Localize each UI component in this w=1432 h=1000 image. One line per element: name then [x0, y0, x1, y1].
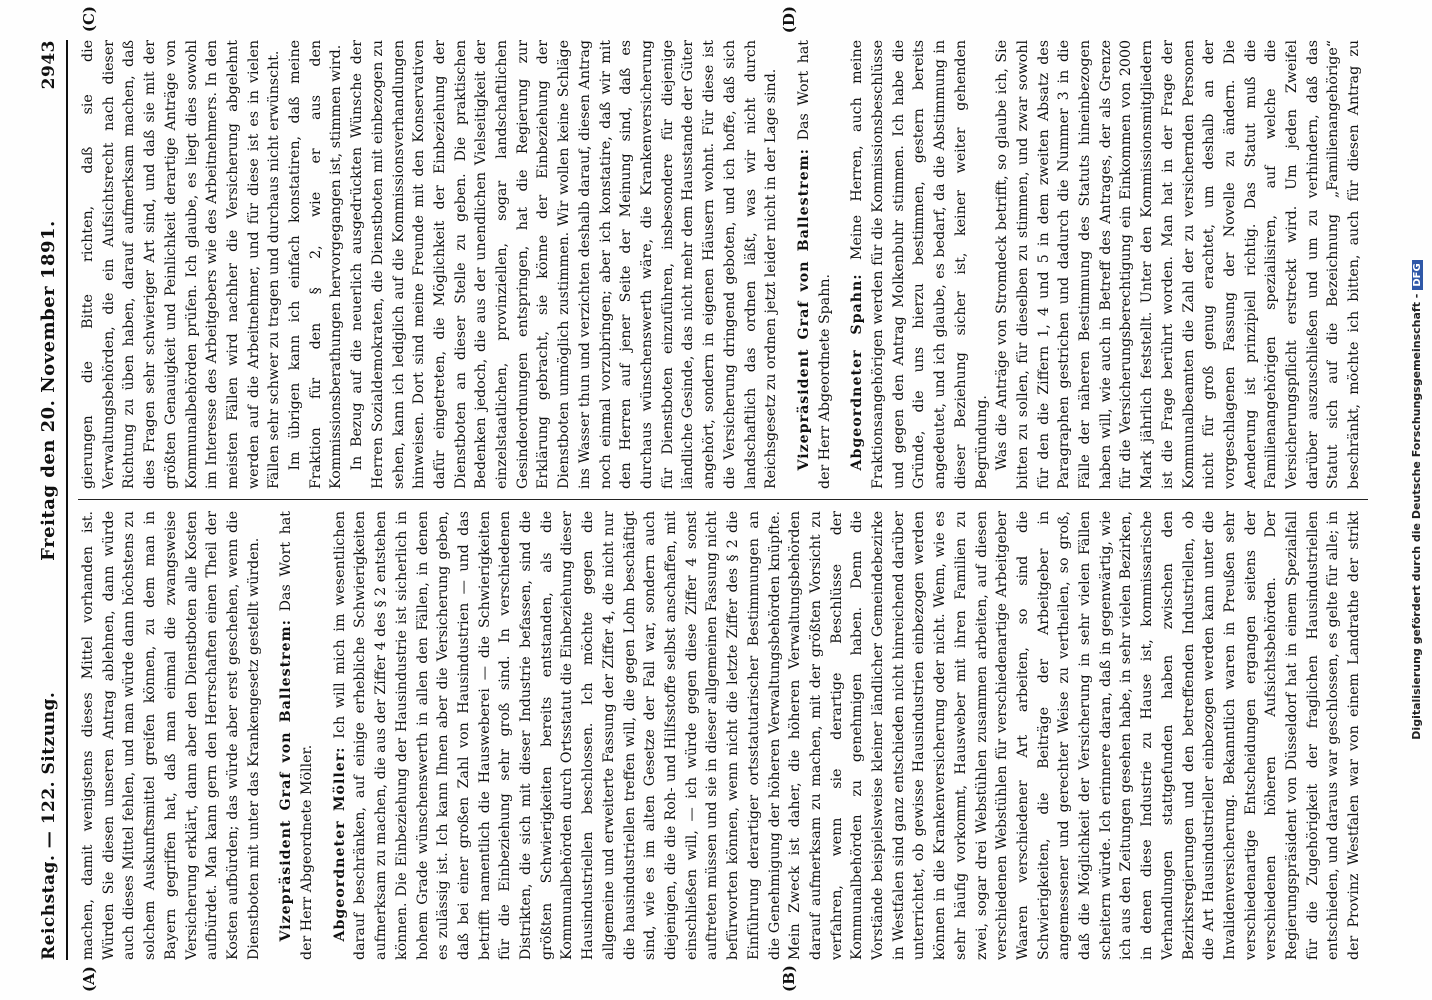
speaker-label: Vizepräsident Graf von Ballestrem: [278, 619, 295, 942]
speaker-turn [276, 511, 317, 960]
speaker-label: Vizepräsident Graf von Ballestrem: [795, 148, 812, 471]
running-head [38, 40, 68, 960]
margin-mark-b: (B) [780, 965, 798, 992]
speaker-label: Abgeordneter Spahn: [849, 273, 866, 471]
speaker-text: Das Wort hat der Herr Abgeordnete Spahn. [795, 40, 833, 489]
speaker-label: Abgeordneter Möller: [331, 746, 348, 942]
speaker-turn [330, 511, 1368, 960]
dfg-logo: DFG [1412, 260, 1423, 289]
margin-mark-d: (D) [780, 6, 798, 34]
text-columns [78, 40, 1368, 960]
speaker-text: Ich will mich im wesentlichen darauf beschränken, auf einige erhebliche Schwierigkeiten aufmerksam zu machen, die aus der Ziffer 4 des § 2 entstehen können. Die Einbeziehung der Hausindustrie ist sicherlich in hohem Grade wünschenswerth in allen den Fällen, in denen es zulässig ist. Ich kann Ihnen aber die Versicherung geben, daß bei einer großen Zahl von Hausindustrien — und das betrifft namentlich die Hausweberei — die Schwierigkeiten für die Einbeziehung sehr groß sind. In verschiedenen Distrikten, die sich mit dieser Industrie befassen, sind die größten Schwierigkeiten bereits entstanden, als die Kommunalbehörden durch Ortsstatut die Einbeziehung dieser Hausindustriellen beschlossen. Ich möchte gegen die allgemeine und erweiterte Fassung der Ziffer 4, die nicht nur die hausindustriellen treffen will, die gegen Lohn beschäftigt sind, wie es im alten Gesetze der Fall war, sondern auch diejenigen, die die Roh- und Hilfsstoffe selbst anschaffen, mit einschließen will, — ich würde gegen diese Ziffer 4 sonst auftreten müssen und sie in dieser allgemeinen Fassung nicht befürworten können, wenn nicht die letzte Ziffer des § 2 die Einführung derartiger ortsstatutarischer Bestimmungen an die Genehmigung der höheren Verwaltungsbehörden knüpfte. Mein Zweck ist daher, die höheren Verwaltungsbehörden darauf aufmerksam zu machen, mit der größten Vorsicht zu verfahren, wenn sie derartige Beschlüsse der Kommunalbehörden zu genehmigen haben. Denn die Vorstände beispielsweise kleiner ländlicher Gemeindebezirke in Westfalen sind ganz entschieden nicht hinreichend darüber unterrichtet, ob gewisse Hausindustrien einbezogen werden können in die Krankenversicherung oder nicht. Wenn, wie es sehr häufig vorkommt, Hausweber mit ihren Familien zu zwei, sogar drei Webstühlen zusammen arbeiten, auf diesen verschiedenen Webstühlen für verschiedenartige Arbeitgeber Waaren verschiedener Art arbeiten, so sind die Schwierigkeiten, die Beiträge der Arbeitgeber in angemessener und gerechter Weise zu vertheilen, so groß, daß die Möglichkeit der Versicherung in sehr vielen Fällen scheitern würde. Ich erinnere daran, daß in gegenwärtig, wie ich aus den Zeitungen gesehen habe, in sehr vielen Bezirken, in denen diese Industrie zu Hause ist, kommissarische Verhandlungen stattgefunden haben zwischen den Bezirksregierungen und den betreffenden Industriellen, ob die Art Hausindustrieller einbezogen werden kann unter die Invalidenversicherung. Bekanntlich waren in Preußen sehr verschiedenartige Entscheidungen ergangen seitens der verschiedenen höheren Aufsichtsbehörden. Der Regierungspräsident von Düsseldorf hat in einem Spezialfall für die Zugehörigkeit der fraglichen Hausindustriellen entschieden, und daraus war geschlossen, es gelte für alle; in der Provinz Westfalen war von einem Landrathe der strikt [331, 511, 1363, 960]
left-column [78, 511, 1368, 960]
paragraph: In Bezug auf die neuerlich ausgedrückten Wünsche der Herren Sozialdemokraten, die Dienstboten mit einbezogen zu sehen, kann ich lediglich auf die Kommissionsverhandlungen hinweisen. Dort sind meine Freunde mit den Konservativen dafür eingetreten, die Möglichkeit der Einbeziehung der Dienstboten an dieser Stelle zu geben. Die praktischen Bedenken jedoch, die aus der unendlichen Vielseitigkeit der einzelstaatlichen, provinziellen, sogar landschaftlichen Gesindeordnungen entspringen, hat die Regierung zur Erklärung gebracht, sie könne der Einbeziehung der Dienstboten unmöglich zustimmen. Wir wollen keine Schläge ins Wasser thun und verzichten deshalb darauf, diesen Antrag noch einmal vorzubringen; aber ich konstatire, daß wir mit den Herren auf jener Seite der Meinung sind, daß es durchaus wünschenswerth wäre, die Krankenversicherung für Dienstboten einzuführen, insbesondere für diejenige ländliche Gesinde, das nicht mehr dem Hausstande der Güter angehört, sondern in eigenen Häusern wohnt. Für diese ist die Versicherung dringend geboten, und ich hoffe, daß sich landschaftlich das ordnen läßt, was wir nicht durch Reichsgesetz zu ordnen jetzt leider nicht in der Lage sind. [349, 40, 780, 489]
margin-mark-a: (A) [80, 966, 98, 992]
paragraph: machen, damit wenigstens dieses Mittel vorhanden ist. Würden Sie diesen unseren Antrag ablehnen, dann würde auch dieses Mittel fehlen, und man würde dann höchstens zu solchem Auskunftsmittel greifen können, zu dem man in Bayern gegriffen hat, daß man einmal die zwangsweise Versicherung erklärt, dann aber den Dienstboten alle Kosten aufbürdet. Man kann gern den Herrschaften einen Theil der Kosten aufbürden; das würde aber erst geschehen, wenn die Dienstboten mit unter das Krankengesetz gestellt würden. [80, 511, 262, 960]
paragraph: gierungen die Bitte richten, daß sie die Verwaltungsbehörden, die ein Aufsichtsrecht nach dieser Richtung zu üben haben, darauf aufmerksam machen, daß dies Fragen sehr schwieriger Art sind, und daß sie mit der größten Genauigkeit und Peinlichkeit derartige Anträge von Kommunalbehörden prüfen. Ich glaube, es liegt dies sowohl im Interesse des Arbeitgebers wie des Arbeitnehmers. In den meisten Fällen wird nachher die Versicherung abgelehnt werden auf die Arbeitnehmer, und für diese ist es in vielen Fällen sehr schwer zu tragen und durchaus nicht erwünscht. [80, 40, 283, 489]
digitization-credit [1410, 0, 1423, 1000]
margin-mark-c: (C) [80, 6, 98, 33]
column-rule [78, 499, 1368, 500]
speaker-turn [794, 40, 835, 489]
speaker-text: Meine Herren, auch meine Fraktionsangehörigen werden für die Kommissionsbeschlüsse und gegen den Antrag Molkenbuhr stimmen. Ich habe die Gründe, die uns hierzu bestimmen, gestern bereits angedeutet, und ich glaube, es bedarf, da die Abstimmung in dieser Beziehung sicher ist, keiner weiter gehenden Begründung. [849, 40, 990, 489]
header-date: Freitag den 20. November 1891. [38, 220, 59, 561]
page-number: 2943 [39, 40, 59, 90]
speaker-turn [847, 40, 992, 489]
credit-text: Digitalisierung gefördert durch die Deutsche Forschungsgemeinschaft - [1410, 293, 1423, 740]
paragraph: Im übrigen kann ich einfach konstatiren, daß meine Fraktion für den § 2, wie er aus den Kommissionsberathungen hervorgegangen ist, stimmen wird. [287, 40, 345, 489]
paragraph: Was die Anträge von Stromdeck betrifft, so glaube ich, Sie bitten zu sollen, für dieselben zu stimmen, und zwar sowohl für den die Ziffern 1, 4 und 5 in dem zweiten Absatz des Paragraphen gestrichen und dadurch die Nummer 3 in die Fälle der näheren Bestimmung des Statuts hineinbezogen haben will, wie auch in Betreff des Antrages, der als Grenze für die Versicherungsberechtigung ein Einkommen von 2000 Mark jährlich feststellt. Unter den Kommissionsmitgliedern ist die Frage berührt worden. Man hat in der Frage der Kommunalbeamten die Zahl der zu versichernden Personen nicht für groß genug erachtet, um deshalb an der vorgeschlagenen Fassung der Novelle zu ändern. Die Aenderung ist prinzipiell richtig. Das Statut muß die Familienangehörigen spezialisiren, auf welche die Versicherungspflicht erstreckt wird. Um jeden Zweifel darüber auszuschließen und um zu verhindern, daß das Statut sich auf die Bezeichnung „Familienangehörige“ beschränkt, möchte ich bitten, auch für diesen Antrag zu [994, 40, 1363, 489]
right-column [78, 40, 1368, 489]
header-session: Reichstag. — 122. Sitzung. [39, 691, 59, 960]
speaker-text: Das Wort hat der Herr Abgeordnete Möller. [278, 511, 316, 960]
